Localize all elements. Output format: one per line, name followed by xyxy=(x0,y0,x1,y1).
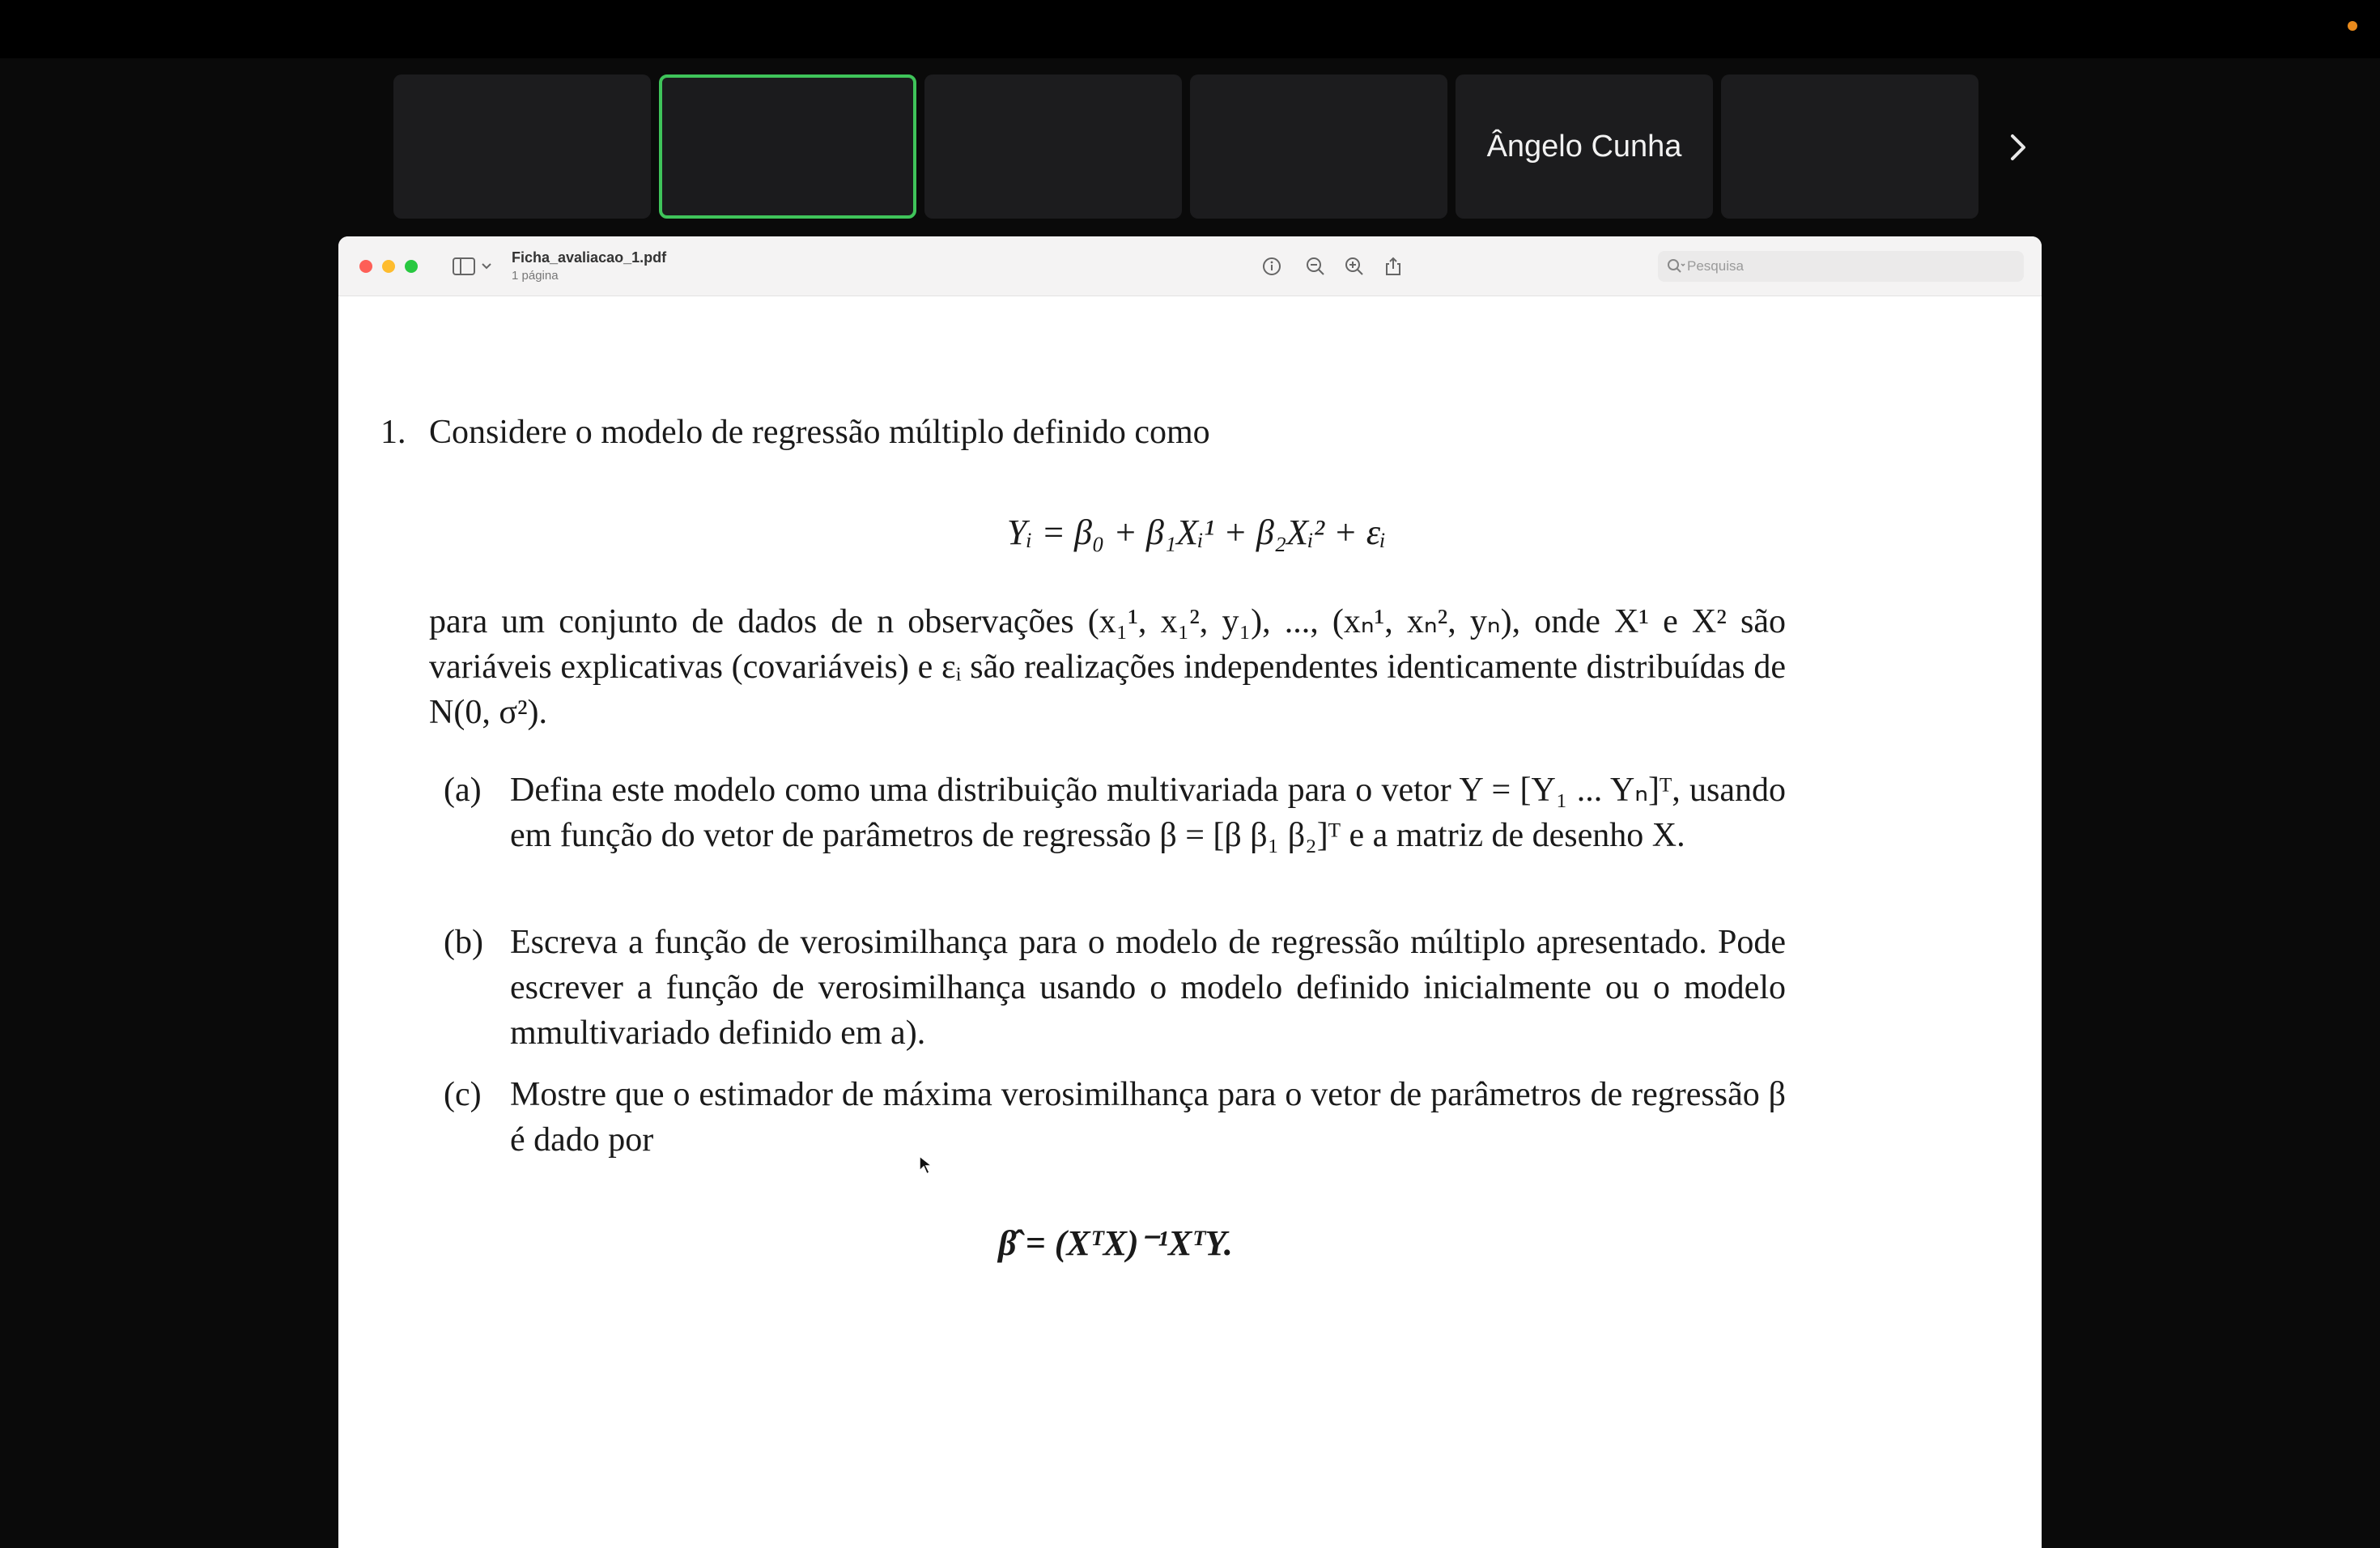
participant-tile[interactable] xyxy=(1721,74,1978,219)
close-window-button[interactable] xyxy=(359,260,372,273)
estimator-equation: β̂ = (XᵀX)⁻¹XᵀY. xyxy=(998,1223,1233,1263)
participant-gallery xyxy=(0,58,2380,235)
item-b-label: (b) xyxy=(444,924,483,961)
info-icon xyxy=(1261,256,1282,277)
item-b-text: Escreva a função de verosimilhança para o modelo de regressão múltiplo apresentado. Pode escrever a função de verosimilhança usando o modelo definido inicialmente ou o modelo mmultivariado definido em a). xyxy=(510,924,1786,1052)
recording-indicator-icon xyxy=(2348,21,2357,31)
gallery-next-button[interactable] xyxy=(2000,123,2037,172)
menu-bar xyxy=(0,0,2380,58)
participant-tile-angelo[interactable] xyxy=(1456,74,1713,219)
participant-tile[interactable] xyxy=(1190,74,1447,219)
search-icon xyxy=(1666,257,1685,275)
zoom-in-icon xyxy=(1344,256,1365,277)
window-toolbar xyxy=(338,236,2042,296)
question-paragraph: para um conjunto de dados de n observações (x₁¹, x₁², y₁), ..., (xₙ¹, xₙ², yₙ), onde X¹ e X² são variáveis explicativas (covariáveis) e εᵢ são realizações independentes identicamente distribuídas de N(0, σ²). xyxy=(429,603,1786,731)
model-equation: Yᵢ = β₀ + β₁Xᵢ¹ + β₂Xᵢ² + εᵢ xyxy=(1006,512,1387,552)
zoom-out-button[interactable] xyxy=(1302,253,1329,280)
item-a-text: Defina este modelo como uma distribuição multivariada para o vetor Y = [Y₁ ... Yₙ]ᵀ, usando em função do vetor de parâmetros de regressão β = [β β₁ β₂]ᵀ e a matriz de desenho X. xyxy=(510,772,1786,854)
minimize-window-button[interactable] xyxy=(382,260,395,273)
item-a-label: (a) xyxy=(444,772,482,809)
participant-tile[interactable] xyxy=(924,74,1182,219)
participant-name: Ângelo Cunha xyxy=(1486,129,1682,164)
share-button[interactable] xyxy=(1379,253,1407,280)
share-icon xyxy=(1383,256,1404,277)
item-c-label: (c) xyxy=(444,1076,482,1113)
sidebar-toggle-button[interactable] xyxy=(452,254,497,279)
document-title: Ficha_avaliacao_1.pdf xyxy=(512,249,667,266)
zoom-window-button[interactable] xyxy=(405,260,418,273)
pdf-viewer-window xyxy=(338,236,2042,1548)
zoom-out-icon xyxy=(1305,256,1326,277)
sidebar-icon xyxy=(452,254,497,279)
participant-tile-active-speaker[interactable] xyxy=(659,74,916,219)
zoom-in-button[interactable] xyxy=(1341,253,1368,280)
participant-tile[interactable] xyxy=(393,74,651,219)
question-number: 1. xyxy=(380,414,406,451)
search-input[interactable] xyxy=(1687,251,2011,282)
pdf-page xyxy=(338,296,2042,1548)
question-intro: Considere o modelo de regressão múltiplo definido como xyxy=(429,414,1210,451)
chevron-right-icon xyxy=(2008,133,2028,162)
info-button[interactable] xyxy=(1258,253,1286,280)
search-field[interactable] xyxy=(1658,251,2024,282)
document-page-count: 1 página xyxy=(512,269,559,283)
item-c-text: Mostre que o estimador de máxima verosimilhança para o vetor de parâmetros de regressão β é dado por xyxy=(510,1076,1786,1159)
mouse-pointer-icon xyxy=(918,1155,934,1176)
